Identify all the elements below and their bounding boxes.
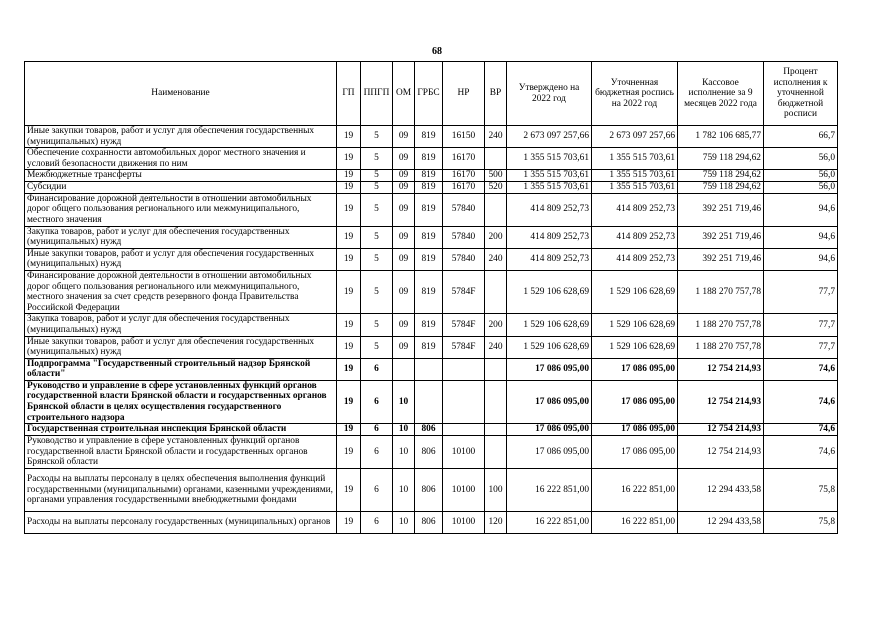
cell-cash: 1 188 270 757,78 [678,336,764,358]
cell-percent: 75,8 [764,468,838,511]
cell-grbs: 806 [415,511,443,533]
cell-gp: 19 [337,193,361,226]
cell-vr [485,270,507,313]
cell-grbs: 806 [415,435,443,468]
header-row [25,62,838,126]
cell-approved: 414 809 252,73 [507,226,592,248]
cell-approved: 1 529 106 628,69 [507,270,592,313]
cell-ppgp: 6 [361,424,393,436]
header-revised: Уточненная бюджетная роспись на 2022 год [592,62,678,126]
header-gp: ГП [337,62,361,126]
cell-np: 10100 [443,511,485,533]
cell-cash: 12 754 214,93 [678,424,764,436]
cell-gp: 19 [337,336,361,358]
cell-ppgp: 5 [361,314,393,336]
cell-name: Финансирование дорожной деятельности в отношении автомобильных дорог общего пользования регионального или межмуниципального, местного значения за счет средств резервного фонда Правительства Российской Федерации [25,270,337,313]
cell-vr [485,358,507,380]
cell-percent: 94,6 [764,226,838,248]
cell-name: Государственная строительная инспекция Брянской области [25,424,337,436]
cell-name: Расходы на выплаты персоналу в целях обеспечения выполнения функций государственными (муниципальными) органами, казенными учреждениями, органами управления государственными внебюджетными фондами [25,468,337,511]
cell-vr: 500 [485,170,507,182]
cell-percent: 74,6 [764,424,838,436]
table-row [25,511,838,533]
cell-np: 5784F [443,270,485,313]
cell-revised: 1 529 106 628,69 [592,270,678,313]
cell-om: 09 [393,248,415,270]
cell-revised: 414 809 252,73 [592,248,678,270]
table-row [25,126,838,148]
cell-np: 16170 [443,170,485,182]
cell-revised: 1 529 106 628,69 [592,314,678,336]
header-ppgp: ППГП [361,62,393,126]
cell-ppgp: 5 [361,193,393,226]
cell-ppgp: 6 [361,468,393,511]
cell-approved: 2 673 097 257,66 [507,126,592,148]
cell-percent: 77,7 [764,270,838,313]
table-row [25,226,838,248]
header-vr: ВР [485,62,507,126]
cell-grbs: 819 [415,193,443,226]
cell-np: 10100 [443,468,485,511]
cell-grbs: 819 [415,248,443,270]
cell-vr: 240 [485,126,507,148]
cell-vr: 520 [485,181,507,193]
cell-name: Субсидии [25,181,337,193]
cell-om: 09 [393,170,415,182]
cell-vr: 200 [485,226,507,248]
cell-name: Закупка товаров, работ и услуг для обеспечения государственных (муниципальных) нужд [25,226,337,248]
cell-percent: 94,6 [764,248,838,270]
cell-name: Обеспечение сохранности автомобильных дорог местного значения и условий безопасности движения по ним [25,148,337,170]
cell-gp: 19 [337,226,361,248]
cell-cash: 12 754 214,93 [678,435,764,468]
cell-om: 10 [393,511,415,533]
budget-table [24,61,838,534]
cell-name: Расходы на выплаты персоналу государственных (муниципальных) органов [25,511,337,533]
cell-ppgp: 5 [361,170,393,182]
cell-revised: 414 809 252,73 [592,226,678,248]
table-row [25,193,838,226]
cell-gp: 19 [337,468,361,511]
cell-gp: 19 [337,358,361,380]
table-row [25,148,838,170]
cell-ppgp: 5 [361,270,393,313]
table-row [25,468,838,511]
cell-revised: 17 086 095,00 [592,435,678,468]
header-cash: Кассовое исполнение за 9 месяцев 2022 года [678,62,764,126]
cell-om: 09 [393,270,415,313]
table-body [25,126,838,534]
cell-revised: 2 673 097 257,66 [592,126,678,148]
cell-cash: 759 118 294,62 [678,181,764,193]
cell-gp: 19 [337,511,361,533]
cell-cash: 759 118 294,62 [678,148,764,170]
cell-np [443,380,485,423]
cell-gp: 19 [337,380,361,423]
cell-ppgp: 6 [361,380,393,423]
table-row [25,181,838,193]
cell-revised: 16 222 851,00 [592,468,678,511]
cell-approved: 1 355 515 703,61 [507,148,592,170]
cell-grbs [415,358,443,380]
cell-gp: 19 [337,126,361,148]
cell-approved: 17 086 095,00 [507,380,592,423]
cell-name: Межбюджетные трансферты [25,170,337,182]
cell-percent: 77,7 [764,314,838,336]
cell-np: 57840 [443,248,485,270]
cell-np: 5784F [443,314,485,336]
header-np: НР [443,62,485,126]
cell-ppgp: 5 [361,126,393,148]
cell-name: Руководство и управление в сфере установленных функций органов государственной власти Брянской области и государственных органов Брянской области [25,435,337,468]
cell-np: 16150 [443,126,485,148]
cell-om: 09 [393,181,415,193]
cell-name: Финансирование дорожной деятельности в отношении автомобильных дорог общего пользования регионального или межмуниципального, местного значения [25,193,337,226]
cell-percent: 56,0 [764,170,838,182]
cell-grbs: 819 [415,270,443,313]
cell-approved: 17 086 095,00 [507,358,592,380]
cell-cash: 12 294 433,58 [678,511,764,533]
cell-ppgp: 5 [361,336,393,358]
cell-revised: 1 529 106 628,69 [592,336,678,358]
cell-ppgp: 5 [361,248,393,270]
cell-vr [485,435,507,468]
cell-percent: 74,6 [764,358,838,380]
cell-gp: 19 [337,270,361,313]
cell-name: Иные закупки товаров, работ и услуг для обеспечения государственных (муниципальных) нужд [25,248,337,270]
cell-gp: 19 [337,248,361,270]
cell-cash: 392 251 719,46 [678,193,764,226]
cell-approved: 1 355 515 703,61 [507,181,592,193]
cell-name: Руководство и управление в сфере установленных функций органов государственной власти Брянской области и государственных органов Брянской области в целях осуществления государственного строительного надзора [25,380,337,423]
cell-approved: 1 355 515 703,61 [507,170,592,182]
cell-name: Подпрограмма "Государственный строительный надзор Брянской области" [25,358,337,380]
cell-vr [485,424,507,436]
cell-revised: 414 809 252,73 [592,193,678,226]
cell-om: 10 [393,380,415,423]
cell-om: 09 [393,226,415,248]
cell-grbs: 819 [415,226,443,248]
cell-om [393,358,415,380]
cell-cash: 392 251 719,46 [678,226,764,248]
cell-ppgp: 6 [361,358,393,380]
cell-percent: 56,0 [764,148,838,170]
header-name: Наименование [25,62,337,126]
cell-vr: 200 [485,314,507,336]
cell-revised: 1 355 515 703,61 [592,148,678,170]
cell-np [443,424,485,436]
cell-grbs [415,380,443,423]
cell-np: 10100 [443,435,485,468]
header-grbs: ГРБС [415,62,443,126]
cell-gp: 19 [337,424,361,436]
cell-gp: 19 [337,181,361,193]
cell-grbs: 819 [415,314,443,336]
cell-np: 5784F [443,336,485,358]
cell-name: Иные закупки товаров, работ и услуг для обеспечения государственных (муниципальных) нужд [25,126,337,148]
cell-gp: 19 [337,435,361,468]
cell-vr [485,193,507,226]
table-row [25,314,838,336]
cell-om: 10 [393,435,415,468]
cell-ppgp: 6 [361,511,393,533]
cell-np: 16170 [443,181,485,193]
cell-approved: 414 809 252,73 [507,248,592,270]
cell-revised: 17 086 095,00 [592,380,678,423]
cell-np: 57840 [443,226,485,248]
cell-cash: 1 188 270 757,78 [678,314,764,336]
table-row [25,435,838,468]
table-row [25,424,838,436]
cell-revised: 1 355 515 703,61 [592,181,678,193]
table-row [25,358,838,380]
cell-percent: 94,6 [764,193,838,226]
cell-approved: 414 809 252,73 [507,193,592,226]
cell-grbs: 819 [415,170,443,182]
header-om: ОМ [393,62,415,126]
cell-grbs: 819 [415,148,443,170]
table-row [25,248,838,270]
cell-approved: 1 529 106 628,69 [507,336,592,358]
cell-gp: 19 [337,314,361,336]
cell-grbs: 819 [415,181,443,193]
cell-name: Закупка товаров, работ и услуг для обеспечения государственных (муниципальных) нужд [25,314,337,336]
cell-vr [485,148,507,170]
cell-ppgp: 5 [361,181,393,193]
cell-np [443,358,485,380]
cell-revised: 17 086 095,00 [592,358,678,380]
header-percent: Процент исполнения к уточненной бюджетной росписи [764,62,838,126]
cell-vr: 240 [485,248,507,270]
cell-approved: 16 222 851,00 [507,468,592,511]
cell-approved: 1 529 106 628,69 [507,314,592,336]
cell-ppgp: 5 [361,226,393,248]
cell-grbs: 806 [415,468,443,511]
cell-cash: 392 251 719,46 [678,248,764,270]
cell-cash: 1 188 270 757,78 [678,270,764,313]
cell-revised: 1 355 515 703,61 [592,170,678,182]
cell-percent: 66,7 [764,126,838,148]
cell-grbs: 819 [415,336,443,358]
cell-om: 09 [393,336,415,358]
cell-om: 09 [393,193,415,226]
cell-om: 09 [393,314,415,336]
cell-approved: 17 086 095,00 [507,424,592,436]
table-row [25,170,838,182]
cell-percent: 75,8 [764,511,838,533]
page-number: 68 [432,46,442,57]
cell-grbs: 819 [415,126,443,148]
header-approved: Утверждено на 2022 год [507,62,592,126]
cell-ppgp: 5 [361,148,393,170]
cell-approved: 17 086 095,00 [507,435,592,468]
cell-vr [485,380,507,423]
cell-revised: 16 222 851,00 [592,511,678,533]
cell-percent: 56,0 [764,181,838,193]
cell-cash: 759 118 294,62 [678,170,764,182]
cell-vr: 120 [485,511,507,533]
cell-percent: 74,6 [764,380,838,423]
cell-gp: 19 [337,170,361,182]
cell-np: 16170 [443,148,485,170]
cell-cash: 12 294 433,58 [678,468,764,511]
cell-om: 09 [393,148,415,170]
cell-om: 10 [393,468,415,511]
cell-approved: 16 222 851,00 [507,511,592,533]
cell-cash: 1 782 106 685,77 [678,126,764,148]
table-row [25,336,838,358]
cell-vr: 100 [485,468,507,511]
table-row [25,380,838,423]
cell-ppgp: 6 [361,435,393,468]
cell-revised: 17 086 095,00 [592,424,678,436]
cell-cash: 12 754 214,93 [678,380,764,423]
cell-np: 57840 [443,193,485,226]
cell-percent: 74,6 [764,435,838,468]
cell-percent: 77,7 [764,336,838,358]
cell-om: 10 [393,424,415,436]
cell-cash: 12 754 214,93 [678,358,764,380]
cell-om: 09 [393,126,415,148]
cell-grbs: 806 [415,424,443,436]
cell-name: Иные закупки товаров, работ и услуг для обеспечения государственных (муниципальных) нужд [25,336,337,358]
cell-gp: 19 [337,148,361,170]
table-row [25,270,838,313]
cell-vr: 240 [485,336,507,358]
